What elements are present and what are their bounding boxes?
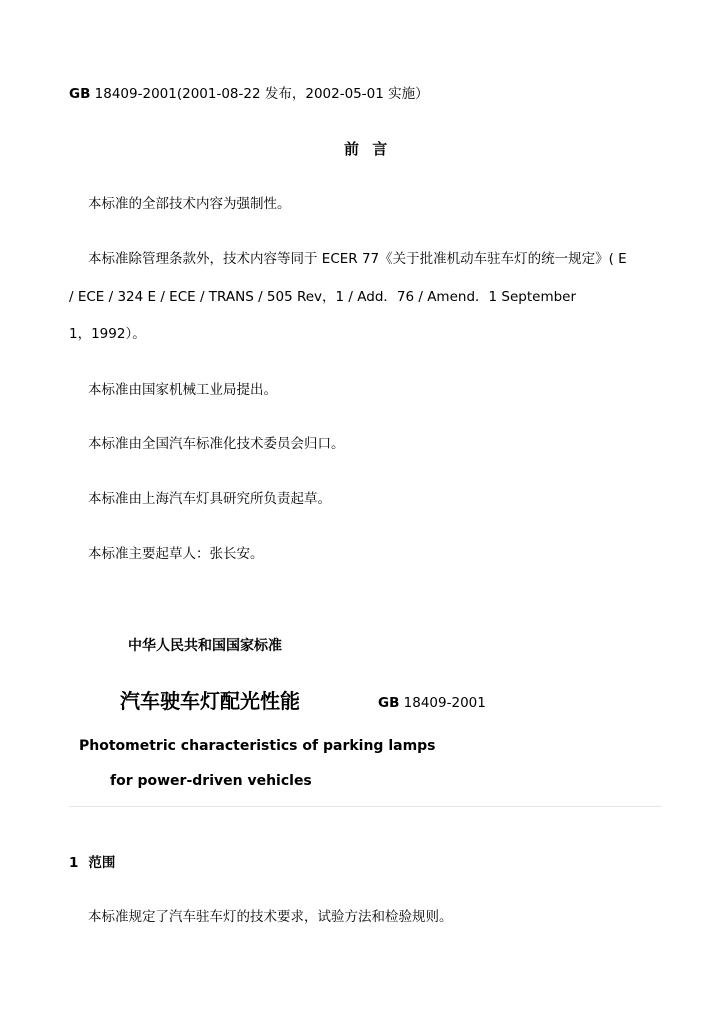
- foreword-paragraph-committee: 本标准由全国汽车标准化技术委员会归口。: [88, 436, 345, 452]
- section-1-title: 范围: [88, 855, 116, 871]
- foreword-paragraph-mandatory: 本标准的全部技术内容为强制性。: [88, 196, 291, 212]
- header-dates: 18409-2001(2001-08-22 发布，2002-05-01 实施）: [90, 86, 429, 102]
- standard-title-en-line1: Photometric characteristics of parking lamps: [79, 738, 436, 754]
- section-1-text: 本标准规定了汽车驻车灯的技术要求，试验方法和检验规则。: [88, 909, 453, 925]
- standard-title-en-line2: for power-driven vehicles: [110, 773, 312, 789]
- gb-prefix: GB: [69, 86, 91, 102]
- standard-header: [69, 85, 429, 103]
- divider: [69, 806, 662, 807]
- standard-number-prefix: GB: [378, 695, 400, 711]
- section-1-number: 1: [69, 855, 79, 871]
- foreword-paragraph-equivalence-line1: 本标准除管理条款外，技术内容等同于 ECER 77《关于批准机动车驻车灯的统一规定》( E: [88, 251, 627, 267]
- foreword-paragraph-drafter: 本标准主要起草人：张长安。: [88, 546, 264, 562]
- standard-number: [378, 694, 486, 712]
- foreword-paragraph-drafter-org: 本标准由上海汽车灯具研究所负责起草。: [88, 491, 331, 507]
- standard-number-rest: 18409-2001: [399, 695, 486, 711]
- foreword-paragraph-equivalence-line3: 1，1992）。: [69, 326, 146, 342]
- foreword-paragraph-equivalence-line2: / ECE / 324 E / ECE / TRANS / 505 Rev，1 / Add．76 / Amend．1 September: [69, 289, 577, 305]
- section-1-heading: [69, 854, 115, 872]
- standard-title-cn: 汽车驶车灯配光性能: [120, 689, 300, 713]
- foreword-paragraph-proposer: 本标准由国家机械工业局提出。: [88, 382, 277, 398]
- national-standard-label: 中华人民共和国国家标准: [128, 638, 282, 654]
- foreword-heading: 前 言: [344, 140, 392, 158]
